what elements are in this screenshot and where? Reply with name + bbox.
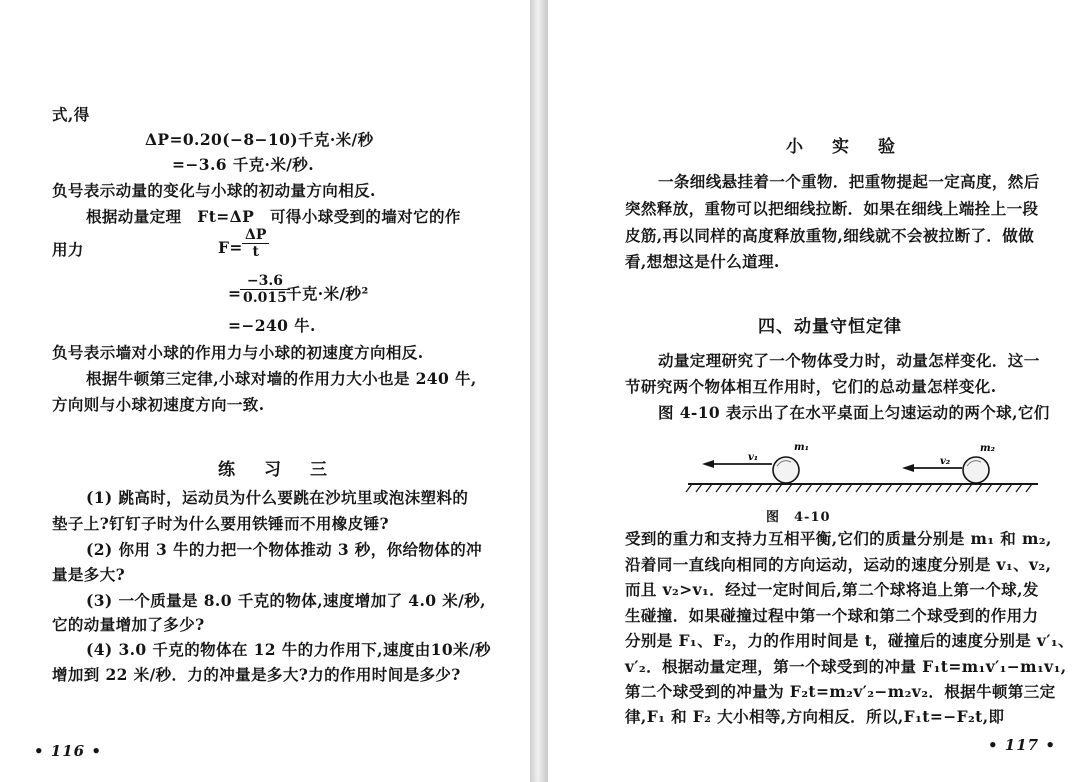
text-line: 节研究两个物体相互作用时，它们的总动量怎样变化. [625,377,997,396]
text-line: 一条细线悬挂着一个重物．把重物提起一定高度，然后 [658,172,1040,191]
text-line: 突然释放，重物可以把细线拉断．如果在细线上端拴上一段 [625,199,1039,218]
left-page [0,0,530,782]
text-line: 图 4-10 表示出了在水平桌面上匀速运动的两个球,它们 [658,403,1050,422]
velocity-arrow-v2 [902,464,962,472]
book-gutter [530,0,548,782]
text-line: 动量定理研究了一个物体受力时，动量怎样变化．这一 [658,351,1040,370]
ball-1 [773,457,799,483]
label-m2: m₂ [980,443,995,454]
fraction-denominator: t [252,244,259,260]
text-line: 根据牛顿第三定律,小球对墙的作用力大小也是 240 牛, [86,369,477,388]
text-line: 方向则与小球初速度方向一致. [52,395,265,414]
exercise-question: 垫子上?钉钉子时为什么要用铁锤而不用橡皮锤? [52,514,389,533]
text-line: 第二个球受到的冲量为 F₂t=m₂v′₂−m₂v₂．根据牛顿第三定 [625,682,1056,701]
equation-line: F= [218,238,243,257]
label-v1: v₁ [748,452,759,463]
label-m1: m₁ [794,442,809,453]
figure-4-10 [678,436,1048,500]
text-line: 生碰撞．如果碰撞过程中第一个球和第二个球受到的作用力 [625,606,1039,625]
fraction-value [240,273,290,306]
exercise-question: (1) 跳高时，运动员为什么要跳在沙坑里或泡沫塑料的 [86,488,469,507]
page-number: • 116 • [34,742,102,760]
text-line: 负号表示墙对小球的作用力与小球的初速度方向相反. [52,343,424,362]
fraction-numerator: ΔP [242,227,269,244]
exercise-question: (2) 你用 3 牛的力把一个物体推动 3 秒，你给物体的冲 [86,540,483,559]
text-line: 根据动量定理 Ft=ΔP 可得小球受到的墙对它的作 [86,207,461,226]
experiment-title: 小 实 验 [786,137,901,157]
exercise-question: 量是多大? [52,565,126,584]
fraction-dp-over-t [242,227,269,260]
text-line: 皮筋,再以同样的高度释放重物,细线就不会被拉断了．做做 [625,226,1035,245]
text-line: v′₂．根据动量定理，第一个球受到的冲量 F₁t=m₁v′₁−m₁v₁, [625,657,1067,676]
text-line: 受到的重力和支持力互相平衡,它们的质量分别是 m₁ 和 m₂, [625,529,1052,548]
exercise-question: (4) 3.0 千克的物体在 12 牛的力作用下,速度由10米/秒 [86,640,491,659]
fraction-numerator: −3.6 [240,273,290,290]
fraction-denominator: 0.015 [243,290,287,306]
section-title: 四、动量守恒定律 [758,317,902,337]
text-line: 用力 [52,240,84,259]
text-line: 沿着同一直线向相同的方向运动，运动的速度分别是 v₁、v₂, [625,555,1052,574]
velocity-arrow-v1 [702,460,772,468]
exercise-question: (3) 一个质量是 8.0 千克的物体,速度增加了 4.0 米/秒, [86,591,486,610]
exercise-question: 它的动量增加了多少? [52,615,205,634]
text-line: 式,得 [52,105,90,124]
text-line: 分别是 F₁、F₂，力的作用时间是 t，碰撞后的速度分别是 v′₁、 [625,631,1074,650]
text-line: 而且 v₂>v₁．经过一定时间后,第二个球将追上第一个球,发 [625,580,1039,599]
equation-line: =−240 牛. [228,316,316,335]
page-number: • 117 • [988,736,1056,754]
exercise-title: 练 习 三 [218,460,333,480]
exercise-question: 增加到 22 米/秒．力的冲量是多大?力的作用时间是多少? [52,665,461,684]
label-v2: v₂ [940,456,951,467]
ball-2 [963,457,989,483]
right-page [548,0,1080,782]
figure-caption: 图 4-10 [766,510,831,525]
text-line: 律,F₁ 和 F₂ 大小相等,方向相反．所以,F₁t=−F₂t,即 [625,707,1005,726]
text-line: 看,想想这是什么道理. [625,252,780,271]
equation-line: ΔP=0.20(−8−10)千克·米/秒 [145,130,374,149]
equation-unit: 千克·米/秒² [286,284,369,303]
equation-line: = [228,284,242,303]
text-line: 负号表示动量的变化与小球的初动量方向相反. [52,181,376,200]
table-surface [686,484,1038,492]
equation-line: =−3.6 千克·米/秒. [172,155,314,174]
